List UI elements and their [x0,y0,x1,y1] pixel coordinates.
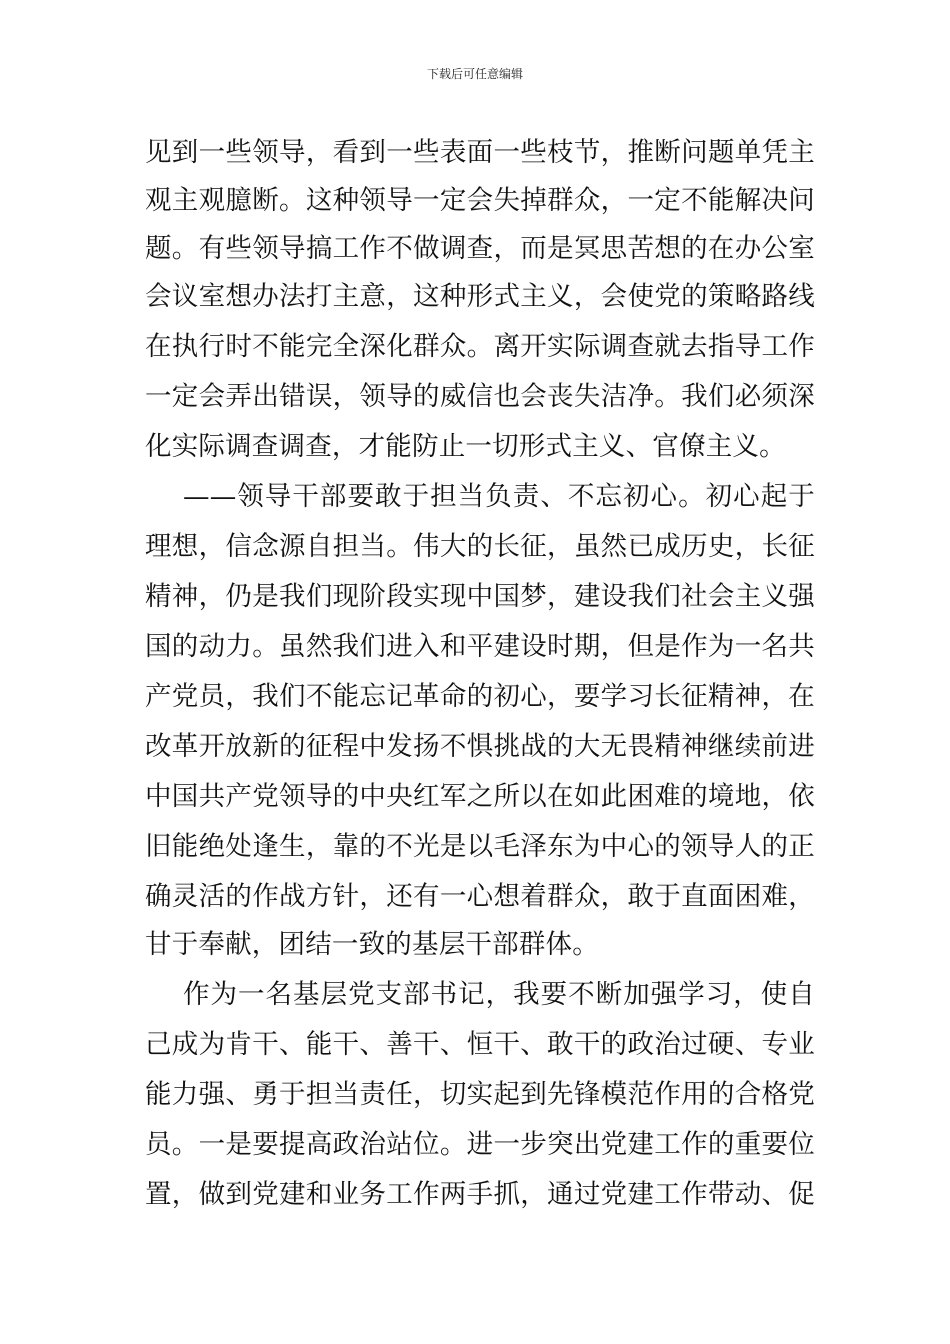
body-line: 会议室想办法打主意，这种形式主义，会使党的策略路线 [145,281,815,312]
body-line: 国的动力。虽然我们进入和平建设时期，但是作为一名共 [145,631,815,662]
body-line: 置，做到党建和业务工作两手抓，通过党建工作带动、促 [145,1179,815,1210]
body-line: 理想，信念源自担当。伟大的长征，虽然已成历史，长征 [145,531,815,562]
body-line: 旧能绝处逢生，靠的不光是以毛泽东为中心的领导人的正 [145,831,815,862]
body-line: 员。一是要提高政治站位。进一步突出党建工作的重要位 [145,1129,815,1160]
page-header: 下载后可任意编辑 [426,67,523,81]
body-line: 己成为肯干、能干、善干、恒干、敢干的政治过硬、专业 [145,1029,815,1060]
body-line: 产党员，我们不能忘记革命的初心，要学习长征精神，在 [145,681,815,712]
body-line: 中国共产党领导的中央红军之所以在如此困难的境地，依 [145,781,815,812]
body-line: 精神，仍是我们现阶段实现中国梦，建设我们社会主义强 [145,581,815,612]
body-line: 题。有些领导搞工作不做调查，而是冥思苦想的在办公室 [145,233,815,264]
body-line: 一定会弄出错误，领导的威信也会丧失洁净。我们必须深 [145,381,815,412]
body-line: 能力强、勇于担当责任，切实起到先锋模范作用的合格党 [145,1079,815,1110]
body-line: 在执行时不能完全深化群众。离开实际调查就去指导工作 [145,331,815,362]
body-line: 甘于奉献，团结一致的基层干部群体。 [145,929,599,960]
body-line: 见到一些领导，看到一些表面一些枝节，推断问题单凭主 [145,137,815,168]
paragraph-first-line: 作为一名基层党支部书记，我要不断加强学习，使自 [183,979,815,1010]
body-line: 化实际调查调查，才能防止一切形式主义、官僚主义。 [145,431,786,462]
body-line: 确灵活的作战方针，还有一心想着群众，敢于直面困难， [145,881,815,912]
paragraph-first-line: ——领导干部要敢于担当负责、不忘初心。初心起于 [183,481,815,512]
body-line: 改革开放新的征程中发扬不惧挑战的大无畏精神继续前进 [145,731,815,762]
body-line: 观主观臆断。这种领导一定会失掉群众，一定不能解决问 [145,185,815,216]
